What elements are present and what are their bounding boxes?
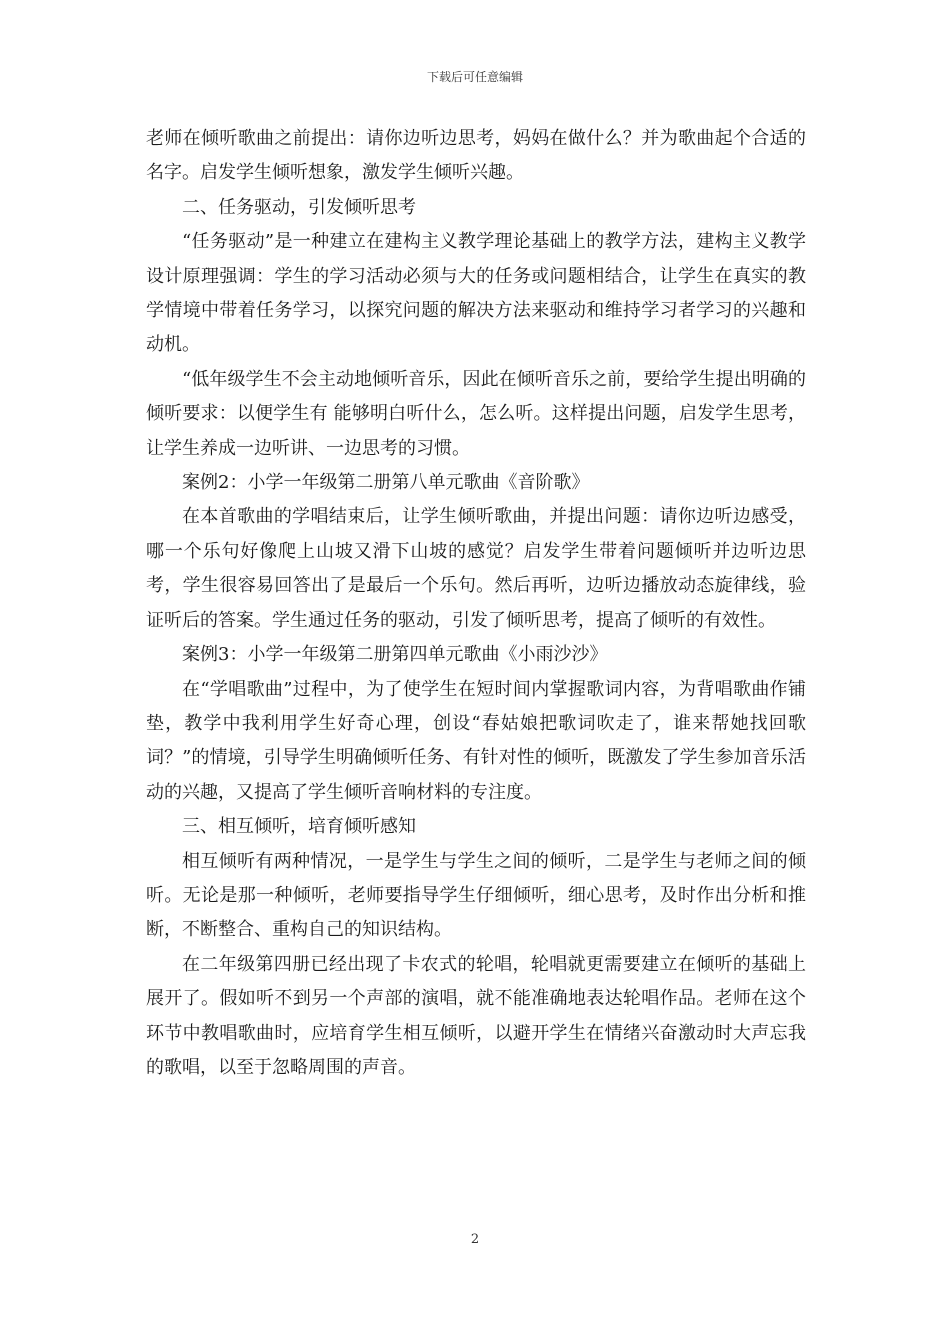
section-heading: 三、相互倾听，培育倾听感知 xyxy=(182,816,416,838)
paragraph: 老师在倾听歌曲之前提出：请你边听边思考，妈妈在做什么？并为歌曲起个合适的名字。启发学生倾听想象，激发学生倾听兴趣。 xyxy=(146,128,806,184)
case-heading: 案例3：小学一年级第二册第四单元歌曲《小雨沙沙》 xyxy=(182,644,608,666)
paragraph: “低年级学生不会主动地倾听音乐，因此在倾听音乐之前，要给学生提出明确的倾听要求：以便学生有 能够明白听什么，怎么听。这样提出问题，启发学生思考，让学生养成一边听讲、一边思考的习惯。 xyxy=(146,368,806,459)
page-number: 2 xyxy=(470,1232,480,1247)
case-heading: 案例2：小学一年级第二册第八单元歌曲《音阶歌》 xyxy=(182,472,590,494)
page-header: 下载后可任意编辑 xyxy=(426,70,523,84)
paragraph: 相互倾听有两种情况，一是学生与学生之间的倾听，二是学生与老师之间的倾听。无论是那一种倾听，老师要指导学生仔细倾听，细心思考，及时作出分析和推断，不断整合、重构自己的知识结构。 xyxy=(146,850,806,941)
paragraph: 在二年级第四册已经出现了卡农式的轮唱，轮唱就更需要建立在倾听的基础上展开了。假如听不到另一个声部的演唱，就不能准确地表达轮唱作品。老师在这个环节中教唱歌曲时，应培育学生相互倾听，以避开学生在情绪兴奋激动时大声忘我的歌唱，以至于忽略周围的声音。 xyxy=(146,953,806,1078)
paragraph: 在“学唱歌曲”过程中，为了使学生在短时间内掌握歌词内容，为背唱歌曲作铺垫，教学中我利用学生好奇心理，创设“春姑娘把歌词吹走了，谁来帮她找回歌词？”的情境，引导学生明确倾听任务、有针对性的倾听，既激发了学生参加音乐活动的兴趣，又提高了学生倾听音响材料的专注度。 xyxy=(146,678,806,803)
section-heading: 二、任务驱动，引发倾听思考 xyxy=(182,196,416,218)
paragraph: “任务驱动”是一种建立在建构主义教学理论基础上的教学方法，建构主义教学设计原理强调：学生的学习活动必须与大的任务或问题相结合，让学生在真实的教学情境中带着任务学习，以探究问题的解决方法来驱动和维持学习者学习的兴趣和动机。 xyxy=(146,231,806,356)
document-body xyxy=(146,122,806,1085)
paragraph: 在本首歌曲的学唱结束后，让学生倾听歌曲，并提出问题：请你边听边感受，哪一个乐句好像爬上山坡又滑下山坡的感觉？启发学生带着问题倾听并边听边思考，学生很容易回答出了是最后一个乐句。然后再听，边听边播放动态旋律线，验证听后的答案。学生通过任务的驱动，引发了倾听思考，提高了倾听的有效性。 xyxy=(146,506,806,631)
